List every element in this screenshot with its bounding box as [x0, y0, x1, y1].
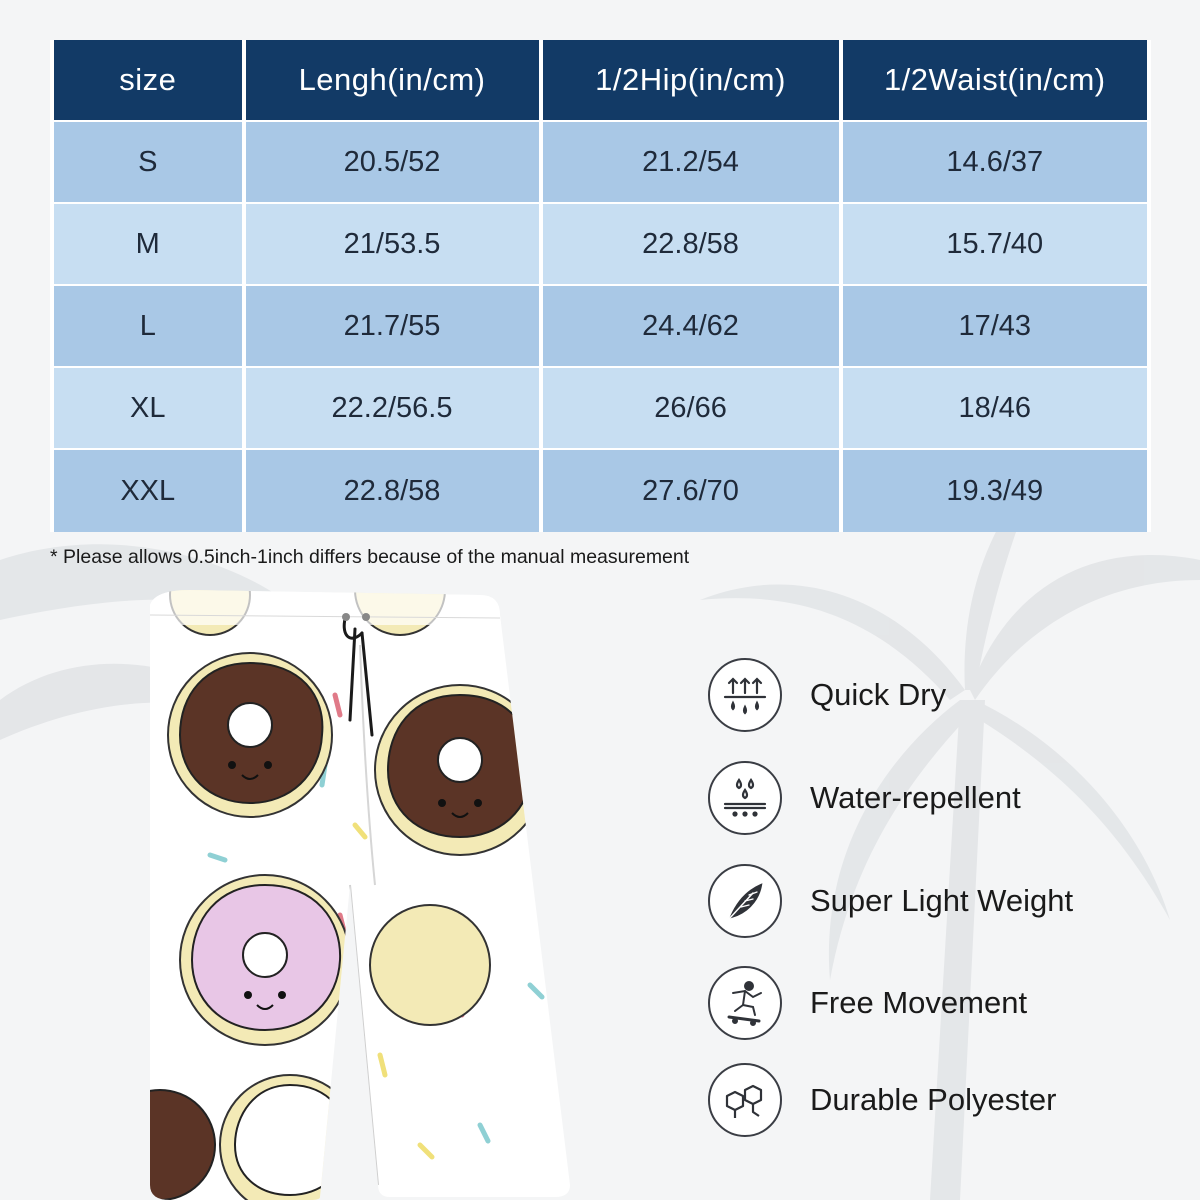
skateboarder-icon — [708, 966, 782, 1040]
feature-label: Durable Polyester — [810, 1082, 1057, 1117]
cell-length: 22.2/56.5 — [246, 368, 539, 450]
header-half-hip: 1/2Hip(in/cm) — [543, 40, 839, 122]
feature-label: Quick Dry — [810, 677, 947, 712]
table-row — [54, 204, 1147, 286]
cell-size: L — [54, 286, 242, 368]
water-drops-icon — [708, 761, 782, 835]
table-row — [54, 368, 1147, 450]
feature-super-light-weight — [700, 856, 1170, 946]
feature-label: Super Light Weight — [810, 883, 1074, 918]
header-half-waist: 1/2Waist(in/cm) — [843, 40, 1147, 122]
table-row — [54, 450, 1147, 532]
cell-hip: 24.4/62 — [543, 286, 839, 368]
feature-free-movement — [700, 958, 1170, 1048]
cell-length: 21/53.5 — [246, 204, 539, 286]
size-chart-table — [50, 40, 1151, 532]
feature-label: Water-repellent — [810, 780, 1021, 815]
feature-label: Free Movement — [810, 985, 1028, 1020]
feature-water-repellent — [700, 753, 1170, 843]
feature-durable-polyester — [700, 1055, 1170, 1145]
molecule-icon — [708, 1063, 782, 1137]
cell-length: 22.8/58 — [246, 450, 539, 532]
table-row — [54, 122, 1147, 204]
measurement-note: * Please allows 0.5inch-1inch differs because of the manual measurement — [50, 546, 690, 568]
cell-size: XXL — [54, 450, 242, 532]
cell-waist: 15.7/40 — [843, 204, 1147, 286]
cell-hip: 26/66 — [543, 368, 839, 450]
header-size: size — [54, 40, 242, 122]
feature-quick-dry — [700, 650, 1170, 740]
donut-print-shorts-image — [150, 585, 600, 1200]
table-header-row — [54, 40, 1147, 122]
cell-length: 21.7/55 — [246, 286, 539, 368]
cell-size: S — [54, 122, 242, 204]
feather-icon — [708, 864, 782, 938]
cell-hip: 27.6/70 — [543, 450, 839, 532]
cell-size: XL — [54, 368, 242, 450]
quick-dry-icon — [708, 658, 782, 732]
cell-hip: 21.2/54 — [543, 122, 839, 204]
cell-waist: 17/43 — [843, 286, 1147, 368]
cell-length: 20.5/52 — [246, 122, 539, 204]
table-row — [54, 286, 1147, 368]
cell-size: M — [54, 204, 242, 286]
cell-waist: 18/46 — [843, 368, 1147, 450]
cell-waist: 19.3/49 — [843, 450, 1147, 532]
header-length: Lengh(in/cm) — [246, 40, 539, 122]
cell-waist: 14.6/37 — [843, 122, 1147, 204]
cell-hip: 22.8/58 — [543, 204, 839, 286]
